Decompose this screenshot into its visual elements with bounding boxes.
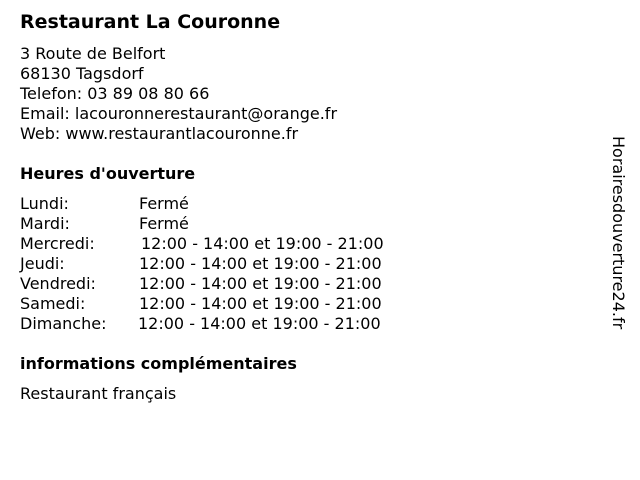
hours-day: Mercredi: — [20, 234, 95, 253]
hours-day: Dimanche: — [20, 314, 107, 333]
hours-time: 12:00 - 14:00 et 19:00 - 21:00 — [139, 274, 382, 293]
web-line: Web: www.restaurantlacouronne.fr — [20, 124, 299, 143]
hours-time: 12:00 - 14:00 et 19:00 - 21:00 — [139, 254, 382, 273]
hours-day: Samedi: — [20, 294, 86, 313]
hours-day: Jeudi: — [20, 254, 65, 273]
phone-line: Telefon: 03 89 08 80 66 — [20, 84, 210, 103]
email-line: Email: lacouronnerestaurant@orange.fr — [20, 104, 338, 123]
hours-time: Fermé — [139, 214, 189, 233]
hours-day: Mardi: — [20, 214, 70, 233]
hours-time: 12:00 - 14:00 et 19:00 - 21:00 — [139, 294, 382, 313]
hours-day: Vendredi: — [20, 274, 96, 293]
contact-block — [20, 44, 337, 144]
additional-info-heading: informations complémentaires — [20, 354, 297, 373]
hours-time: Fermé — [139, 194, 189, 213]
restaurant-title: Restaurant La Couronne — [20, 11, 281, 33]
hours-time: 12:00 - 14:00 et 19:00 - 21:00 — [141, 234, 384, 253]
opening-hours-heading: Heures d'ouverture — [20, 164, 196, 183]
hours-day: Lundi: — [20, 194, 69, 213]
address-street: 3 Route de Belfort — [20, 44, 166, 63]
additional-info-text: Restaurant français — [20, 384, 177, 403]
address-city: 68130 Tagsdorf — [20, 64, 144, 83]
site-watermark: Horairesdouverture24.fr — [609, 136, 628, 330]
hours-time: 12:00 - 14:00 et 19:00 - 21:00 — [138, 314, 381, 333]
